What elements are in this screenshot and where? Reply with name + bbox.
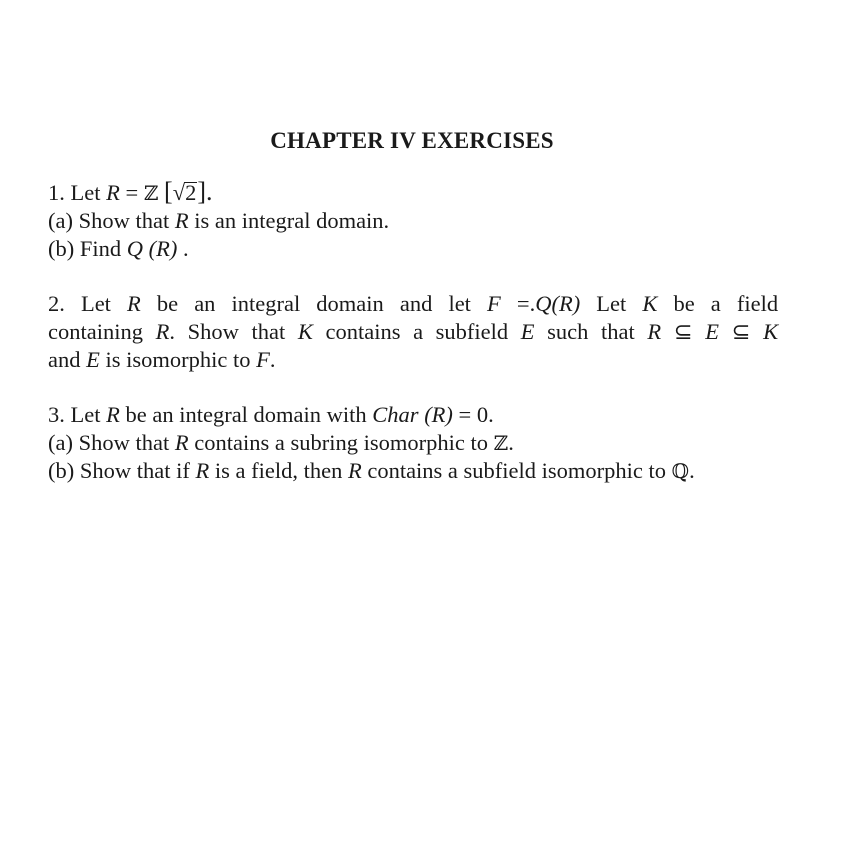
- exercise-3-part-a: [48, 429, 514, 457]
- exercise-2-line-3: [48, 346, 276, 374]
- text: contains a subfield isomorphic to: [367, 458, 667, 483]
- text: . Show that: [169, 319, 286, 344]
- math-func: Char: [372, 402, 419, 427]
- math-var: R: [127, 291, 141, 316]
- math-arg: (R): [424, 402, 453, 427]
- math-var: R: [195, 458, 210, 483]
- exercise-3-part-b: [48, 457, 695, 485]
- math-var: R: [155, 319, 170, 344]
- math-var: R: [106, 180, 120, 205]
- text: 3. Let: [48, 402, 101, 427]
- text: is an integral domain.: [194, 208, 390, 233]
- math-var: E: [705, 319, 719, 344]
- math-field-symbol: ℚ: [671, 459, 690, 483]
- math-var: K: [763, 319, 779, 344]
- math-arg: (R): [148, 236, 178, 261]
- math-var: R: [106, 402, 120, 427]
- text: be a field: [673, 291, 779, 316]
- math-var: R: [174, 208, 189, 233]
- text: such that: [547, 319, 635, 344]
- page-title: CHAPTER IV EXERCISES: [270, 128, 554, 153]
- math-op: =.: [516, 291, 536, 316]
- math-var: K: [642, 291, 658, 316]
- text: contains a subring isomorphic to: [194, 430, 488, 455]
- exercise-2-line-1: [48, 290, 778, 318]
- math-var: F: [256, 347, 270, 372]
- text: is a field, then: [214, 458, 343, 483]
- text: (b) Show that if: [48, 458, 190, 483]
- exercise-3-statement: [48, 401, 494, 429]
- text: .: [269, 347, 276, 372]
- sqrt-sign: √: [172, 180, 186, 205]
- text: .: [508, 430, 514, 455]
- text: be an integral domain with: [125, 402, 367, 427]
- text: (a) Show that: [48, 208, 170, 233]
- math-func: Q: [535, 291, 552, 316]
- sqrt-expression: [173, 179, 198, 207]
- math-op: =: [125, 180, 139, 205]
- radicand: 2: [185, 180, 197, 205]
- text: (b) Find: [48, 236, 122, 261]
- math-bracket: ].: [197, 177, 213, 206]
- text: .: [689, 458, 695, 483]
- exercise-1-part-a: [48, 207, 389, 235]
- text: contains a subfield: [325, 319, 509, 344]
- math-var: E: [86, 347, 100, 372]
- math-op: ⊆: [731, 319, 751, 344]
- exercise-1-statement: [48, 178, 213, 207]
- text: is isomorphic to: [105, 347, 251, 372]
- math-ring-symbol: ℤ: [493, 431, 509, 455]
- exercise-2-line-2: [48, 318, 778, 346]
- exercise-number: 1. Let: [48, 180, 101, 205]
- exercise-1-part-b: [48, 235, 189, 263]
- math-var: K: [297, 319, 313, 344]
- math-ring-symbol: ℤ: [143, 181, 159, 205]
- math-op: ⊆: [673, 319, 693, 344]
- math-var: F: [487, 291, 501, 316]
- math-var: R: [174, 430, 189, 455]
- text: .: [182, 236, 189, 261]
- text: 2. Let: [48, 291, 111, 316]
- math-var: R: [347, 458, 362, 483]
- math-var: E: [520, 319, 535, 344]
- math-func: Q: [126, 236, 143, 261]
- math-var: R: [647, 319, 662, 344]
- math-arg: (R): [551, 291, 581, 316]
- math-bracket: [: [164, 177, 173, 206]
- text: (a) Show that: [48, 430, 170, 455]
- text: be an integral domain and let: [156, 291, 471, 316]
- text: containing: [48, 319, 143, 344]
- math-op: = 0.: [458, 402, 494, 427]
- text: and: [48, 347, 81, 372]
- text: Let: [596, 291, 627, 316]
